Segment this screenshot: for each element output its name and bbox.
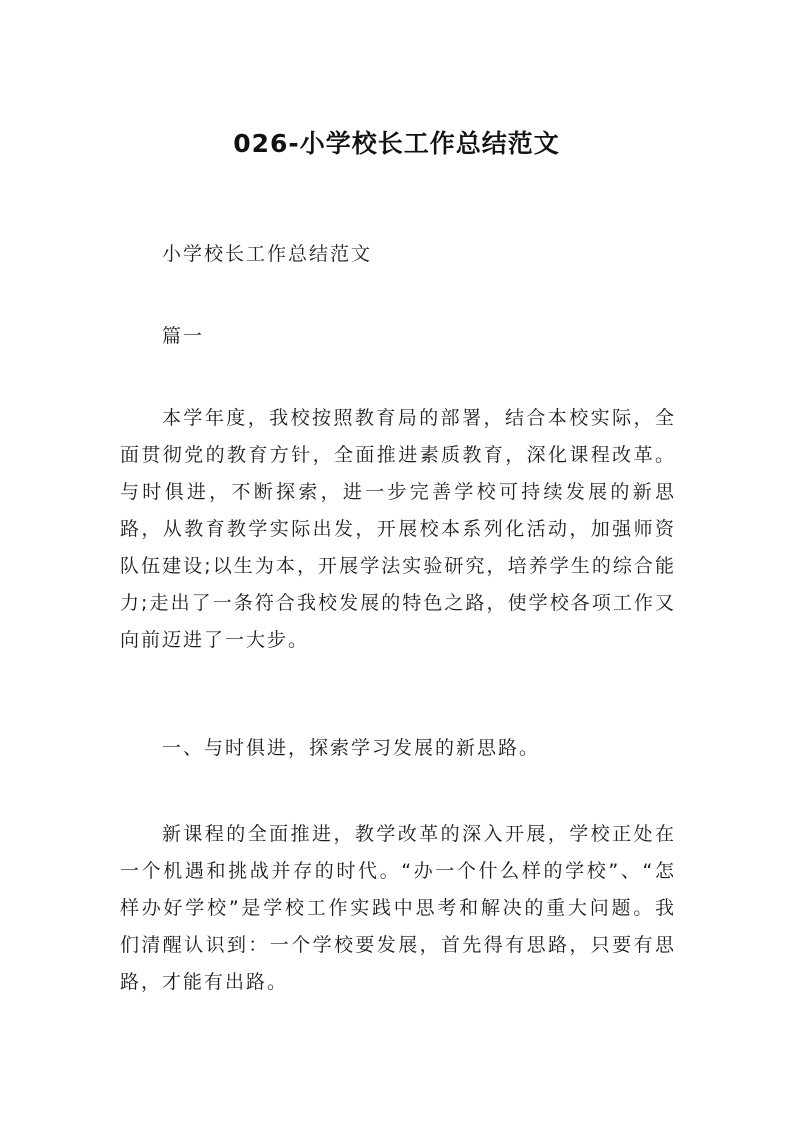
section-heading-1: 一、与时俱进，探索学习发展的新思路。 — [162, 737, 541, 759]
document-title: 026-小学校长工作总结范文 — [233, 129, 560, 158]
intro-paragraph: 本学年度，我校按照教育局的部署，结合本校实际，全面贯彻党的教育方针，全面推进素质教育，深化课程改革。与时俱进，不断探索，进一步完善学校可持续发展的新思路，从教育教学实际出发，开展校本系列化活动，加强师资队伍建设;以生为本，开展学法实验研究，培养学生的综合能力;走出了一条符合我校发展的特色之路，使学校各项工作又向前迈进了一大步。 — [120, 407, 676, 651]
document-subtitle: 小学校长工作总结范文 — [162, 243, 373, 265]
body-paragraph-2: 新课程的全面推进，教学改革的深入开展，学校正处在一个机遇和挑战并存的时代。“办一个什么样的学校”、“怎样办好学校”是学校工作实践中思考和解决的重大问题。我们清醒认识到：一个学校要发展，首先得有思路，只要有思路，才能有出路。 — [120, 823, 676, 993]
section-label: 篇一 — [162, 325, 205, 347]
